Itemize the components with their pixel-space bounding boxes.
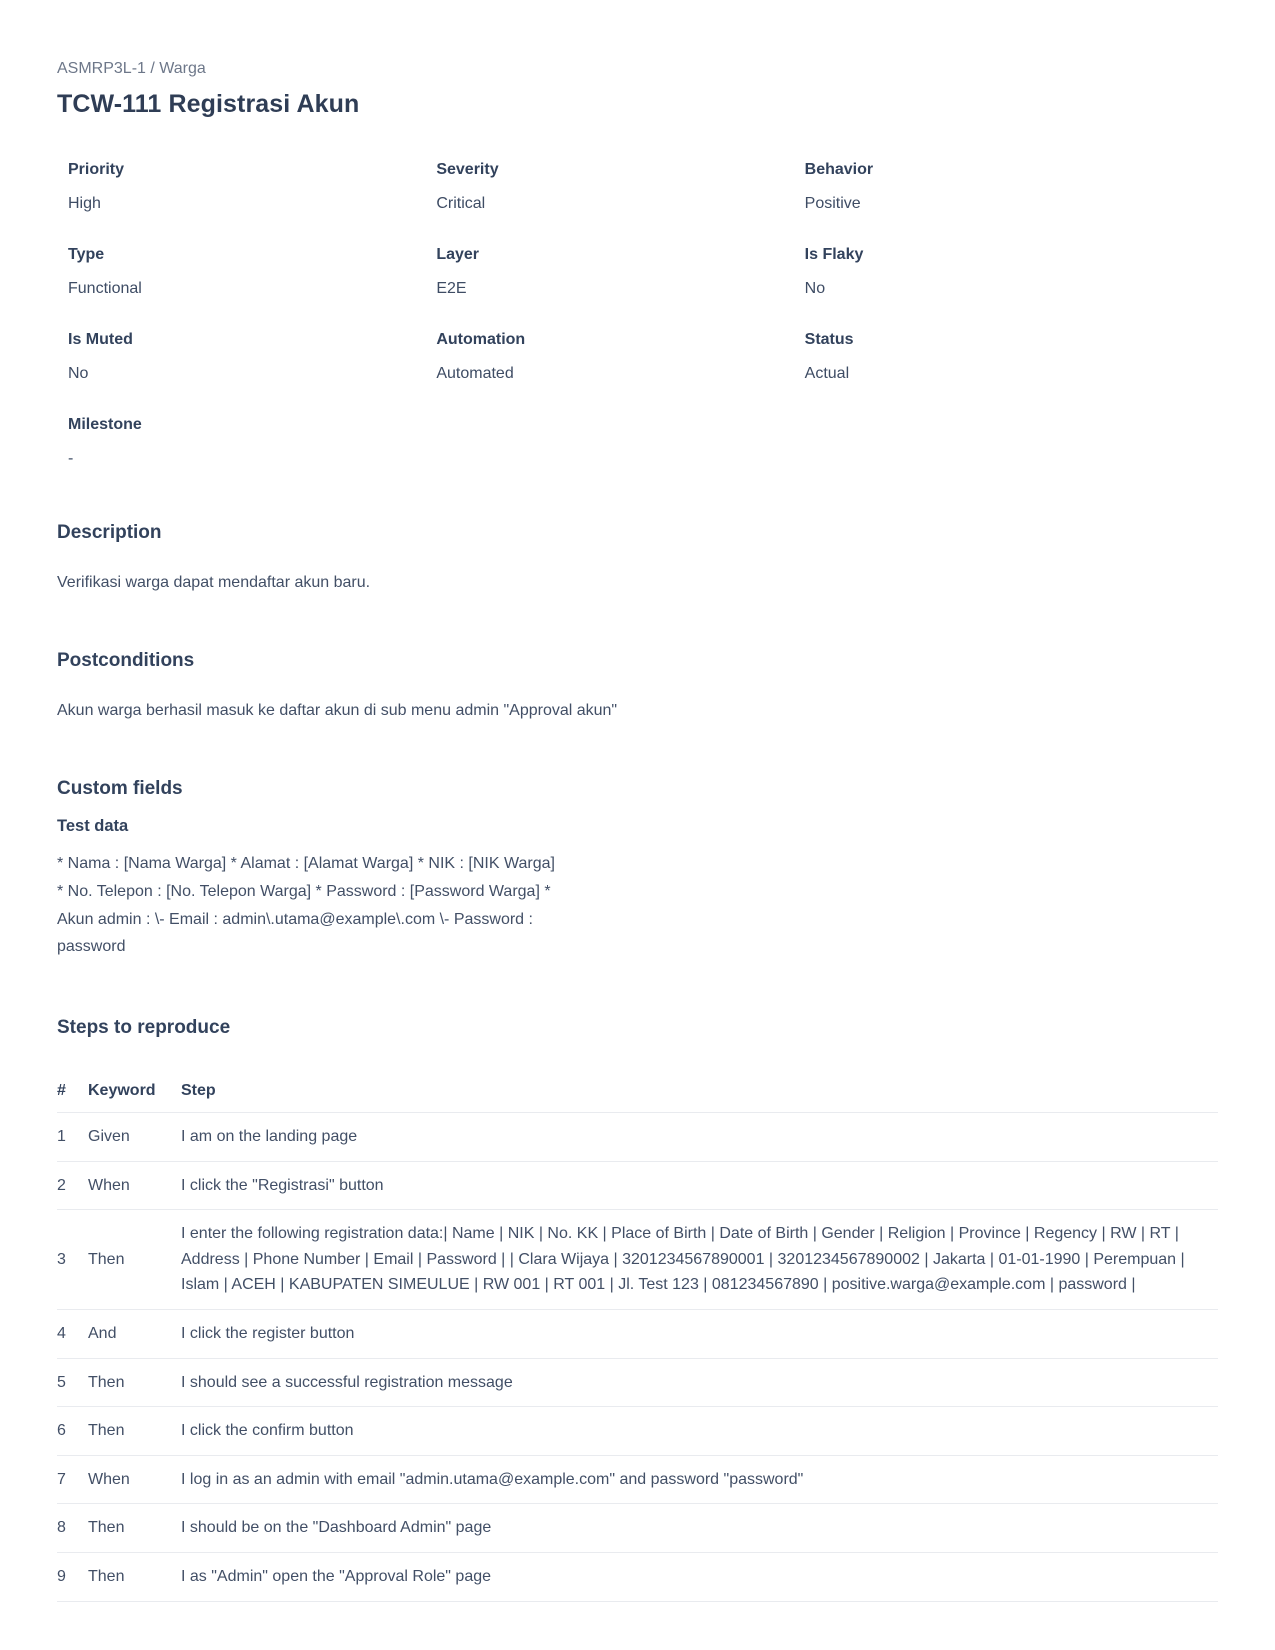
- step-keyword: And: [88, 1310, 181, 1359]
- table-row: [57, 1113, 1218, 1162]
- custom-fields-heading: Custom fields: [57, 778, 183, 800]
- section-postconditions: [57, 650, 1218, 724]
- steps-table: [57, 1064, 1218, 1602]
- field-label: Behavior: [804, 161, 874, 178]
- postconditions-heading: Postconditions: [57, 650, 195, 672]
- step-text: I click the "Registrasi" button: [181, 1161, 1218, 1210]
- page-title: TCW-111 Registrasi Akun: [57, 90, 360, 118]
- field-priority: [68, 161, 436, 213]
- field-automation: [436, 331, 804, 383]
- step-keyword: Then: [88, 1358, 181, 1407]
- step-number: 9: [57, 1553, 88, 1602]
- field-layer: [436, 246, 804, 298]
- table-row: [57, 1210, 1218, 1310]
- step-number: 3: [57, 1210, 88, 1310]
- field-is-flaky: [805, 246, 1173, 298]
- field-label: Milestone: [68, 416, 142, 433]
- section-description: [57, 522, 1218, 596]
- field-label: Layer: [436, 246, 480, 263]
- step-number: 8: [57, 1504, 88, 1553]
- field-status: [805, 331, 1173, 383]
- field-milestone: [68, 416, 436, 468]
- column-header-step: Step: [181, 1082, 216, 1100]
- field-type: [68, 246, 436, 298]
- field-label: Priority: [68, 161, 125, 178]
- field-value: Functional: [68, 280, 142, 297]
- postconditions-text: Akun warga berhasil masuk ke daftar akun di sub menu admin "Approval akun": [57, 702, 618, 720]
- step-number: 5: [57, 1358, 88, 1407]
- field-value: Positive: [804, 195, 861, 212]
- field-label: Is Flaky: [804, 246, 864, 263]
- section-custom-fields: [57, 778, 1218, 961]
- field-value: Critical: [436, 195, 486, 212]
- custom-field-value: * Nama : [Nama Warga] * Alamat : [Alamat Warga] * NIK : [NIK Warga] * No. Telepon : [No. Telepon Warga] * Password : [Password Warga] * Akun admin : \- Email : admin\.utama@example\.com \- Password : password: [57, 855, 555, 956]
- field-value: Actual: [804, 365, 850, 382]
- step-keyword: Then: [88, 1210, 181, 1310]
- custom-field-name: Test data: [57, 817, 129, 836]
- steps-heading: Steps to reproduce: [57, 1017, 231, 1039]
- steps-table-header: [57, 1064, 1218, 1113]
- field-label: Status: [804, 331, 854, 348]
- table-row: [57, 1161, 1218, 1210]
- field-is-muted: [68, 331, 436, 383]
- column-header-num: #: [57, 1082, 66, 1100]
- table-row: [57, 1455, 1218, 1504]
- field-value: Automated: [436, 365, 514, 382]
- step-keyword: When: [88, 1455, 181, 1504]
- field-label: Severity: [436, 161, 499, 178]
- field-severity: [436, 161, 804, 213]
- step-text: I should be on the "Dashboard Admin" page: [181, 1504, 1218, 1553]
- step-keyword: Then: [88, 1504, 181, 1553]
- step-number: 6: [57, 1407, 88, 1456]
- step-number: 4: [57, 1310, 88, 1359]
- step-text: I click the register button: [181, 1310, 1218, 1359]
- step-number: 7: [57, 1455, 88, 1504]
- field-behavior: [805, 161, 1173, 213]
- step-text: I am on the landing page: [181, 1113, 1218, 1162]
- field-label: Automation: [436, 331, 526, 348]
- table-row: [57, 1407, 1218, 1456]
- step-keyword: When: [88, 1161, 181, 1210]
- step-text: I enter the following registration data:| Name | NIK | No. KK | Place of Birth | Date of Birth | Gender | Religion | Province | Regency | RW | RT | Address | Phone Number | Email | Password | | Clara Wijaya | 3201234567890001 | 3201234567890002 | Jakarta | 01-01-1990 | Perempuan | Islam | ACEH | KABUPATEN SIMEULUE | RW 001 | RT 001 | Jl. Test 123 | 081234567890 | positive.warga@example.com | password |: [181, 1210, 1218, 1310]
- table-row: [57, 1553, 1218, 1602]
- field-label: Type: [68, 246, 105, 263]
- description-heading: Description: [57, 522, 162, 543]
- step-keyword: Then: [88, 1553, 181, 1602]
- description-text: Verifikasi warga dapat mendaftar akun baru.: [57, 574, 371, 591]
- step-keyword: Then: [88, 1407, 181, 1456]
- table-row: [57, 1310, 1218, 1359]
- table-row: [57, 1504, 1218, 1553]
- field-value: High: [68, 195, 101, 212]
- table-row: [57, 1358, 1218, 1407]
- step-number: 1: [57, 1113, 88, 1162]
- fields-grid: [68, 161, 1173, 468]
- step-text: I as "Admin" open the "Approval Role" page: [181, 1553, 1218, 1602]
- step-keyword: Given: [88, 1113, 181, 1162]
- step-text: I should see a successful registration message: [181, 1358, 1218, 1407]
- field-value: No: [68, 365, 89, 382]
- step-number: 2: [57, 1161, 88, 1210]
- column-header-keyword: Keyword: [88, 1082, 156, 1100]
- breadcrumb[interactable]: ASMRP3L-1 / Warga: [57, 60, 206, 77]
- step-text: I click the confirm button: [181, 1407, 1218, 1456]
- section-steps: [57, 1017, 1218, 1602]
- step-text: I log in as an admin with email "admin.utama@example.com" and password "password": [181, 1455, 1218, 1504]
- field-value: -: [68, 450, 74, 467]
- field-value: No: [804, 280, 826, 297]
- field-label: Is Muted: [68, 331, 133, 348]
- field-value: E2E: [436, 280, 467, 297]
